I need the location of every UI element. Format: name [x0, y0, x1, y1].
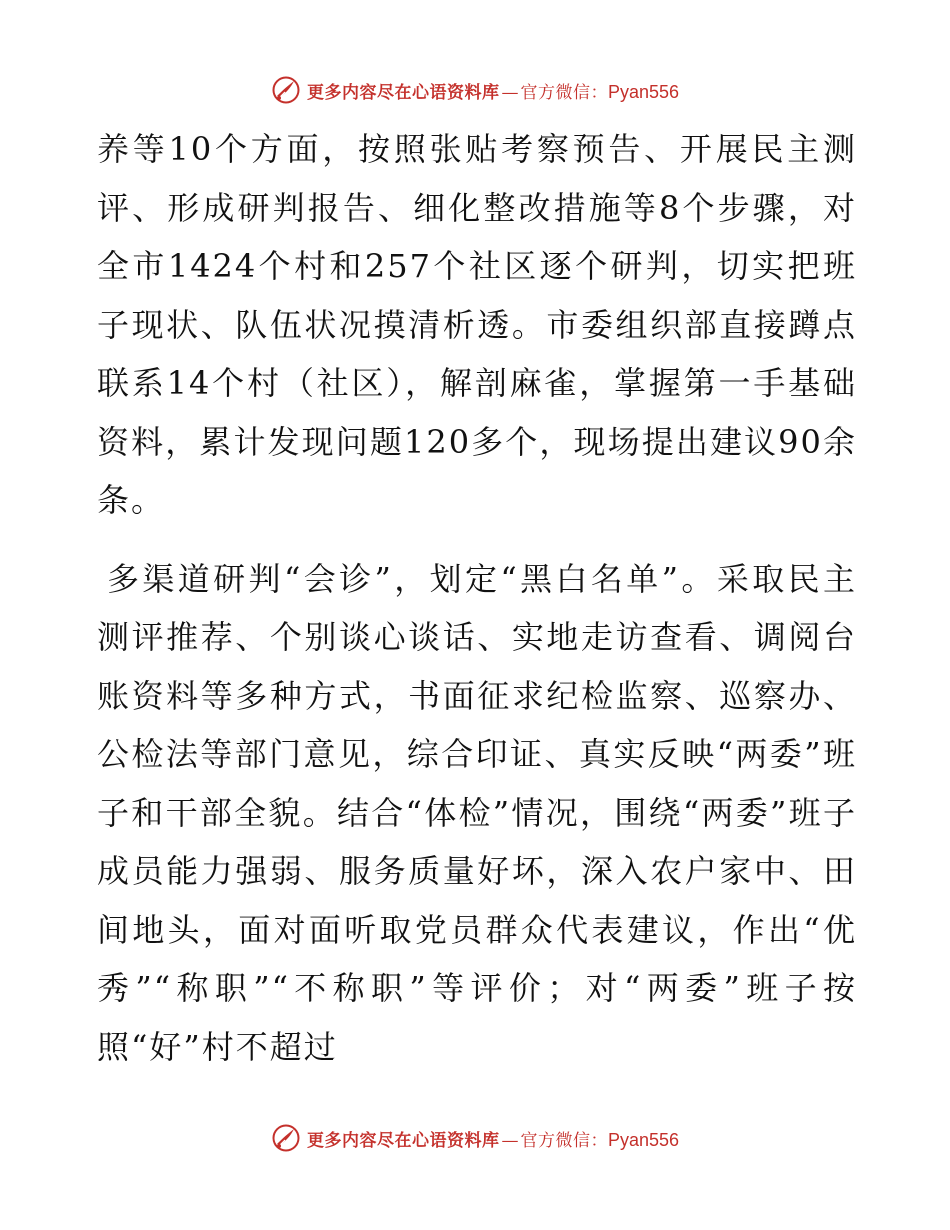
header-banner [0, 70, 950, 110]
header-wechat-label: 官方微信： [520, 82, 608, 103]
footer-dash: — [501, 1130, 519, 1151]
footer-banner [0, 1118, 950, 1158]
footer-banner-text [307, 1126, 679, 1151]
header-dash: — [501, 82, 519, 103]
header-banner-text [307, 78, 679, 103]
document-body [97, 120, 857, 1076]
paragraph-2: 多渠道研判“会诊”，划定“黑白名单”。采取民主测评推荐、个别谈心谈话、实地走访查看、调阅台账资料等多种方式，书面征求纪检监察、巡察办、公检法等部门意见，综合印证、真实反映“两委”班子和干部全貌。结合“体检”情况，围绕“两委”班子成员能力强弱、服务质量好坏，深入农户家中、田间地头，面对面听取党员群众代表建议，作出“优秀”“称职”“不称职”等评价；对“两委”班子按照“好”村不超过 [97, 559, 857, 1066]
footer-wechat-account: Pyan556 [607, 1129, 680, 1150]
footer-wechat-label: 官方微信： [520, 1130, 608, 1151]
footer-site-name: 更多内容尽在心语资料库 [306, 1130, 500, 1151]
header-wechat-account: Pyan556 [607, 81, 680, 102]
quill-logo-icon [271, 1123, 301, 1153]
paragraph-1: 养等10个方面，按照张贴考察预告、开展民主测评、形成研判报告、细化整改措施等8个步骤，对全市1424个村和257个社区逐个研判，切实把班子现状、队伍状况摸清析透。市委组织部直接蹲点联系14个村（社区），解剖麻雀，掌握第一手基础资料，累计发现问题120多个，现场提出建议90余条。 [97, 130, 857, 519]
header-site-name: 更多内容尽在心语资料库 [306, 82, 500, 103]
quill-logo-icon [271, 75, 301, 105]
